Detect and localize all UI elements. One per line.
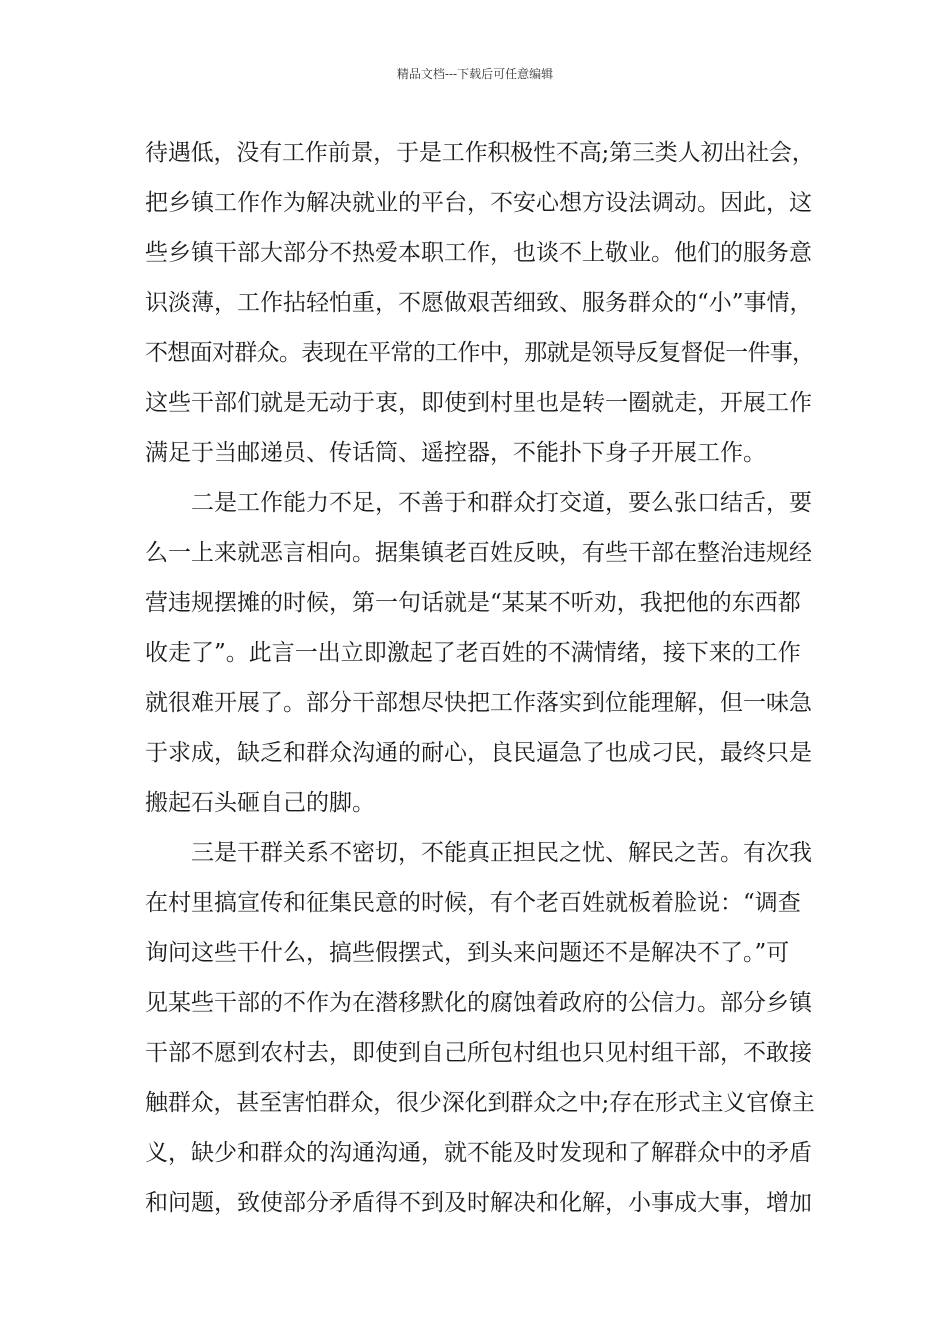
text-line: 就很难开展了。部分干部想尽快把工作落实到位能理解，但一味急 [145, 690, 812, 716]
text-line: 满足于当邮递员、传话筒、遥控器，不能扑下身子开展工作。 [145, 440, 766, 466]
text-line: 么一上来就恶言相向。据集镇老百姓反映，有些干部在整治违规经 [145, 540, 812, 566]
text-line: 触群众，甚至害怕群众，很少深化到群众之中;存在形式主义官僚主 [145, 1090, 815, 1116]
text-line: 义，缺少和群众的沟通沟通，就不能及时发现和了解群众中的矛盾 [145, 1140, 812, 1166]
text-line: 和问题，致使部分矛盾得不到及时解决和化解，小事成大事，增加 [145, 1190, 812, 1216]
text-line: 询问这些干什么，搞些假摆式，到头来问题还不是解决不了。”可 [145, 940, 790, 966]
page-header: 精品文档---下载后可任意编辑 [396, 67, 554, 81]
text-line: 在村里搞宣传和征集民意的时候，有个老百姓就板着脸说：“调查 [145, 890, 801, 916]
text-line: 不想面对群众。表现在平常的工作中，那就是领导反复督促一件事， [145, 340, 815, 366]
text-line: 二是工作能力不足，不善于和群众打交道，要么张口结舌，要 [191, 490, 812, 516]
text-line: 搬起石头砸自己的脚。 [145, 790, 375, 816]
text-line: 干部不愿到农村去，即使到自己所包村组也只见村组干部，不敢接 [145, 1040, 812, 1066]
text-line: 些乡镇干部大部分不热爱本职工作，也谈不上敬业。他们的服务意 [145, 240, 812, 266]
document-body [145, 128, 815, 1228]
text-line: 三是干群关系不密切，不能真正担民之忧、解民之苦。有次我 [191, 840, 812, 866]
text-line: 识淡薄，工作拈轻怕重，不愿做艰苦细致、服务群众的“小”事情， [145, 290, 813, 316]
text-line: 见某些干部的不作为在潜移默化的腐蚀着政府的公信力。部分乡镇 [145, 990, 812, 1016]
text-line: 营违规摆摊的时候，第一句话就是“某某不听劝，我把他的东西都 [145, 590, 801, 616]
text-line: 把乡镇工作作为解决就业的平台，不安心想方设法调动。因此，这 [145, 190, 812, 216]
text-line: 这些干部们就是无动于衷，即使到村里也是转一圈就走，开展工作 [145, 390, 812, 416]
text-line: 于求成，缺乏和群众沟通的耐心，良民逼急了也成刁民，最终只是 [145, 740, 812, 766]
text-line: 待遇低，没有工作前景，于是工作积极性不高;第三类人初出社会， [145, 140, 815, 166]
text-line: 收走了”。此言一出立即激起了老百姓的不满情绪，接下来的工作 [145, 640, 801, 666]
